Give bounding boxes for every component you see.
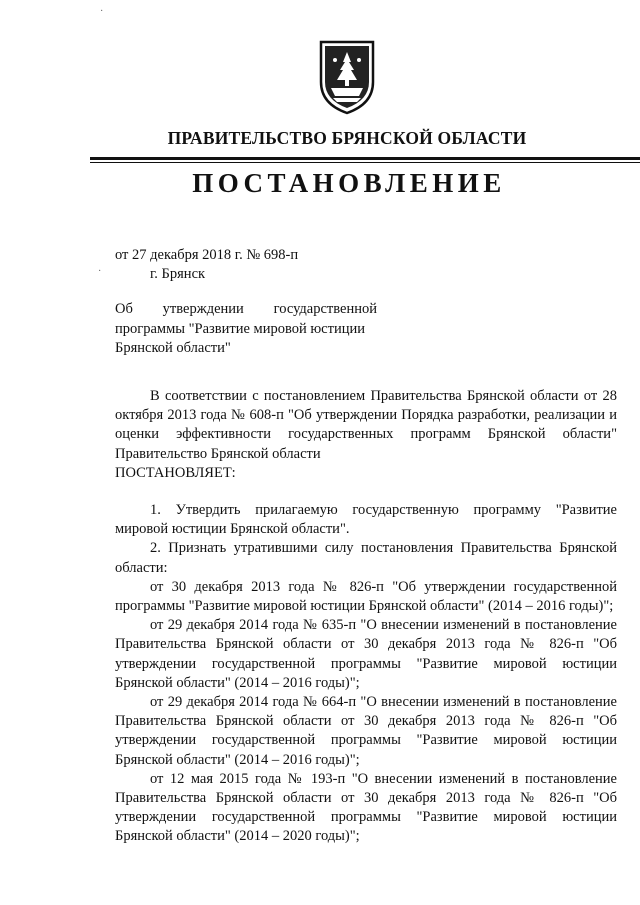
organization-title: ПРАВИТЕЛЬСТВО БРЯНСКОЙ ОБЛАСТИ xyxy=(167,128,527,148)
document-body xyxy=(115,387,617,847)
subject-line-3: Брянской области" xyxy=(115,340,231,356)
repealed-act-item: от 29 декабря 2014 года № 664-п "О внесении изменений в постановление Правительства Брянской области от 30 декабря 2013 года № 826-п "Об утверждении государственной программы "Развитие мировой юстиции Брянской области" (2014 – 2016 годы)"; xyxy=(115,694,617,768)
subject-line-2: программы "Развитие мировой юстиции xyxy=(115,320,365,337)
bryansk-coat-of-arms-icon xyxy=(313,38,381,116)
repealed-act-item: от 30 декабря 2013 года № 826-п "Об утверждении государственной программы "Развитие мировой юстиции Брянской области" (2014 – 2016 годы)"; xyxy=(115,578,617,615)
resolves-heading: ПОСТАНОВЛЯЕТ: xyxy=(115,464,236,481)
resolution-item: 2. Признать утратившими силу постановления Правительства Брянской области: xyxy=(115,540,617,576)
resolution-item: 1. Утвердить прилагаемую государственную программу "Развитие мировой юстиции Брянской области". xyxy=(115,502,617,538)
header-divider-thin xyxy=(90,162,640,163)
document-city: г. Брянск xyxy=(150,266,206,282)
scan-speck: · xyxy=(100,6,104,17)
document-subject xyxy=(115,300,377,359)
subject-line-1: Об утверждении государственной xyxy=(115,301,377,317)
scan-speck: · xyxy=(98,266,102,277)
repealed-act-item: от 29 декабря 2014 года № 635-п "О внесении изменений в постановление Правительства Брянской области от 30 декабря 2013 года № 826-п "Об утверждении государственной программы "Развитие мировой юстиции Брянской области" (2014 – 2016 годы)"; xyxy=(115,617,617,691)
repealed-act-item: от 12 мая 2015 года № 193-п "О внесении изменений в постановление Правительства Брянской области от 30 декабря 2013 года № 826-п "Об утверждении государственной программы "Развитие мировой юстиции Брянской области" (2014 – 2020 годы)"; xyxy=(115,770,617,845)
header-divider-thick xyxy=(90,157,640,160)
document-date-number: от 27 декабря 2018 г. № 698-п xyxy=(115,247,299,263)
document-type-title: ПОСТАНОВЛЕНИЕ xyxy=(192,168,506,198)
preamble-paragraph: В соответствии с постановлением Правительства Брянской области от 28 октября 2013 года № 608-п "Об утверждении Порядка разработки, реализации и оценки эффективности государственных программ Брянской области" Правительство Брянской области xyxy=(115,388,617,462)
